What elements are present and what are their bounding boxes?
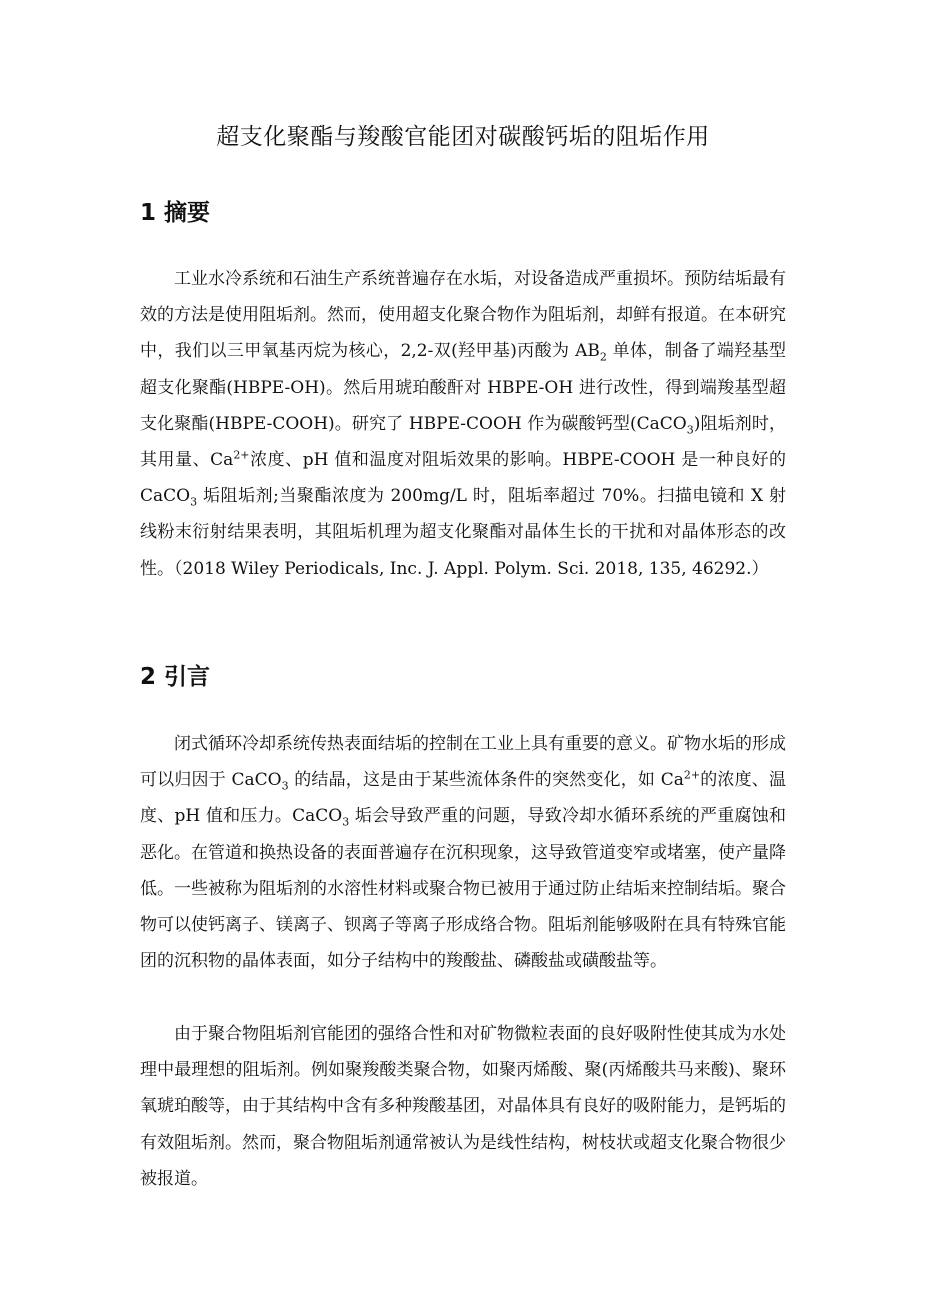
paragraph-text-run: 单体，制备了端羟基型超支化聚酯(HBPE-OH)。然后用琥珀酸酐对 HBPE-OH 进行改性，得到端羧基型超支化聚酯(HBPE-COOH)。研究了 HBPE-COOH 作为碳酸钙型(CaCO: [140, 341, 787, 434]
paragraph-text-run: 闭式循环冷却系统传热表面结垢的控制在工业上具有重要的意义。矿物水垢的形成可以归因于 CaCO: [140, 734, 786, 791]
introduction-paragraph-1: [140, 726, 786, 979]
section-heading-abstract: 1 摘要: [140, 200, 211, 226]
paragraph-text-run: 的结晶，这是由于某些流体条件的突然变化，如 Ca: [288, 770, 684, 791]
introduction-paragraph-2: [140, 1016, 786, 1197]
subscript-text: 2: [599, 350, 607, 364]
paragraph-text-run: 浓度、pH 值和温度对阻垢效果的影响。HBPE-COOH 是一种良好的 CaCO: [140, 450, 786, 507]
subscript-text: 3: [686, 423, 694, 437]
paragraph-text-run: 垢会导致严重的问题，导致冷却水循环系统的严重腐蚀和恶化。在管道和换热设备的表面普遍存在沉积现象，这导致管道变窄或堵塞，使产量降低。一些被称为阻垢剂的水溶性材料或聚合物已被用于通过防止结垢来控制结垢。聚合物可以使钙离子、镁离子、钡离子等离子形成络合物。阻垢剂能够吸附在具有特殊官能团的沉积物的晶体表面，如分子结构中的羧酸盐、磷酸盐或磺酸盐等。: [140, 806, 786, 972]
abstract-paragraph: [140, 261, 786, 587]
document-title: 超支化聚酯与羧酸官能团对碳酸钙垢的阻垢作用: [216, 124, 710, 150]
paragraph-text-run: 由于聚合物阻垢剂官能团的强络合性和对矿物微粒表面的良好吸附性使其成为水处理中最理想的阻垢剂。例如聚羧酸类聚合物，如聚丙烯酸、聚(丙烯酸共马来酸)、聚环氧琥珀酸等，由于其结构中含有多种羧酸基团，对晶体具有良好的吸附能力，是钙垢的有效阻垢剂。然而，聚合物阻垢剂通常被认为是线性结构，树枝状或超支化聚合物很少被报道。: [140, 1024, 786, 1189]
superscript-text: 2+: [683, 768, 701, 782]
paragraph-text-run: 垢阻垢剂;当聚酯浓度为 200mg/L 时，阻垢率超过 70%。扫描电镜和 X 射线粉末衍射结果表明，其阻垢机理为超支化聚酯对晶体生长的干扰和对晶体形态的改性。（2018 Wiley Periodicals, Inc. J. Appl. Polym. Sci. 2018, 135, 46292.）: [140, 486, 786, 579]
section-heading-introduction: 2 引言: [140, 664, 211, 690]
paragraph-text-run: 的浓度、温度、pH 值和压力。CaCO: [140, 770, 786, 827]
subscript-text: 3: [190, 495, 198, 509]
paragraph-text-run: )阻垢剂时，其用量、Ca: [140, 413, 786, 471]
paragraph-text-run: 工业水冷系统和石油生产系统普遍存在水垢，对设备造成严重损坏。预防结垢最有效的方法是使用阻垢剂。然而，使用超支化聚合物作为阻垢剂，却鲜有报道。在本研究中，我们以三甲氧基丙烷为核心，2,2-双(羟甲基)丙酸为 AB: [140, 269, 786, 362]
superscript-text: 2+: [233, 448, 250, 462]
subscript-text: 3: [281, 779, 289, 793]
subscript-text: 3: [342, 815, 350, 829]
